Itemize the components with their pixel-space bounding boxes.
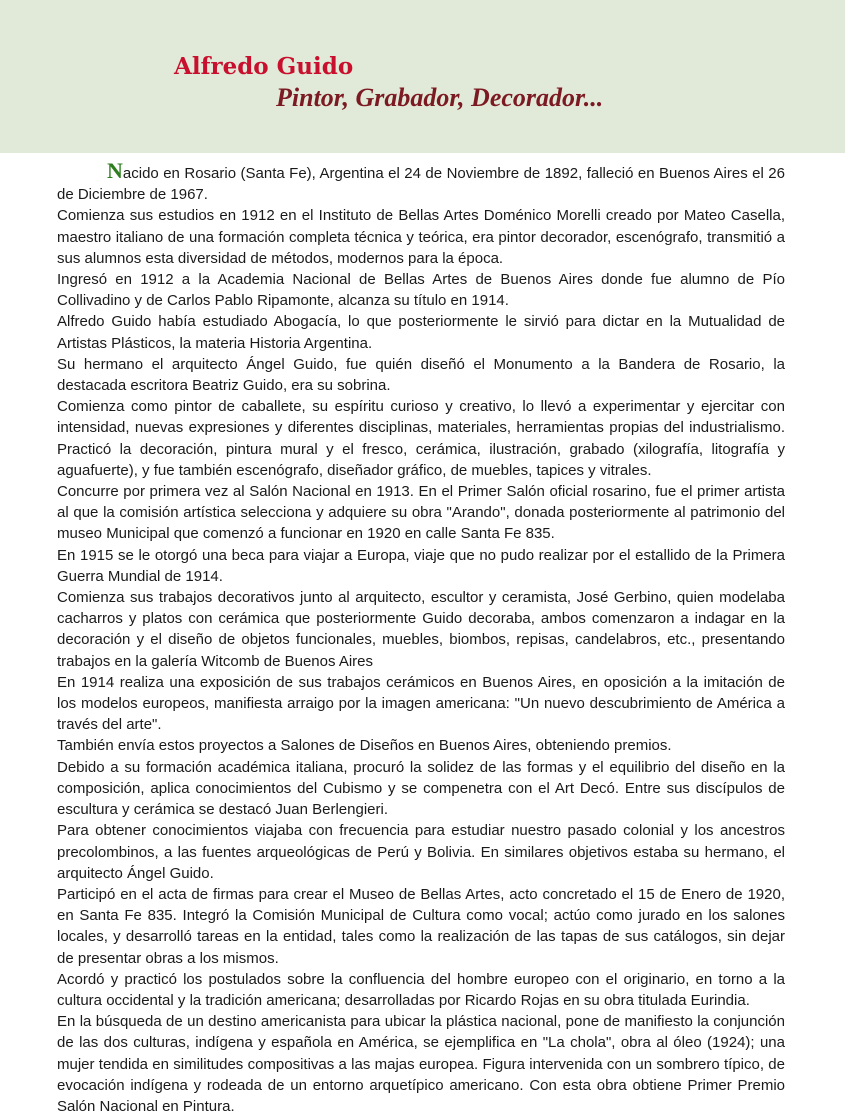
paragraph-intro: [57, 160, 785, 205]
paragraph: Comienza como pintor de caballete, su espíritu curioso y creativo, lo llevó a experimentar y ejercitar con intensidad, nuevas expresiones y diferentes disciplinas, materiales, herramientas propias del industrialismo. Practicó la decoración, pintura mural y el fresco, cerámica, ilustración, grabado (xilografía, litografía y aguafuerte), y fue también escenógrafo, diseñador gráfico, de muebles, tapices y vitrales.: [57, 398, 785, 479]
paragraph: Participó en el acta de firmas para crear el Museo de Bellas Artes, acto concretado el 15 de Enero de 1920, en Santa Fe 835. Integró la Comisión Municipal de Cultura como vocal; actúo como jurado en los salones locales, y desarrolló tareas en la entidad, tales como la realización de las tapas de sus catálogos, sin dejar de presentar obras a los mismos.: [57, 885, 785, 967]
paragraph: Comienza sus estudios en 1912 en el Instituto de Bellas Artes Doménico Morelli creado por Mateo Casella, maestro italiano de una formación completa técnica y teórica, era pintor decorador, escenógrafo, transmitió a sus alumnos esta diversidad de métodos, modernos para la época.: [57, 207, 785, 267]
paragraph: En 1914 realiza una exposición de sus trabajos cerámicos en Buenos Aires, en oposición a la imitación de los modelos europeos, manifiesta arraigo por la imagen americana: "Un nuevo descubrimiento de América a través del arte".: [57, 673, 785, 734]
paragraph: En la búsqueda de un destino americanista para ubicar la plástica nacional, pone de manifiesto la conjunción de las dos culturas, indígena y española en América, se ejemplifica en "La chola", obra al óleo (1924); una mujer tendida en similitudes compositivas a las majas europea. Figura intervenida con un sombrero típico, de evocación indígena y rodeada de un entorno arquetípico americano. Con esta obra obtiene Primer Premio Salón Nacional en Pintura.: [57, 1013, 785, 1115]
paragraph: Concurre por primera vez al Salón Nacional en 1913. En el Primer Salón oficial rosarino, fue el primer artista al que la comisión artística selecciona y adquiere su obra "Arando", donada posteriormente al patrimonio del museo Municipal que comenzó a funcionar en 1920 en calle Santa Fe 835.: [57, 483, 785, 543]
paragraph: Alfredo Guido había estudiado Abogacía, lo que posteriormente le sirvió para dictar en la Mutualidad de Artistas Plásticos, la materia Historia Argentina.: [57, 313, 785, 352]
header-banner: [0, 0, 845, 153]
drop-cap: N: [107, 158, 123, 183]
paragraph: Comienza sus trabajos decorativos junto al arquitecto, escultor y ceramista, José Gerbino, quien modelaba cacharros y platos con cerámica que posteriormente Guido decoraba, ambos comenzaron a indagar en la decoración y el diseño de objetos funcionales, muebles, biombos, repisas, candelabros, etc., presentando trabajos en la galería Witcomb de Buenos Aires: [57, 589, 785, 670]
paragraph: Ingresó en 1912 a la Academia Nacional de Bellas Artes de Buenos Aires donde fue alumno de Pío Collivadino y de Carlos Pablo Ripamonte, alcanza su título en 1914.: [57, 271, 785, 310]
paragraph: Su hermano el arquitecto Ángel Guido, fue quién diseñó el Monumento a la Bandera de Rosario, la destacada escritora Beatriz Guido, era su sobrina.: [57, 355, 785, 395]
paragraph: En 1915 se le otorgó una beca para viajar a Europa, viaje que no pudo realizar por el estallido de la Primera Guerra Mundial de 1914.: [57, 546, 785, 585]
page-title: Alfredo Guido: [174, 53, 354, 80]
paragraph: Acordó y practicó los postulados sobre la confluencia del hombre europeo con el originario, en torno a la cultura occidental y la tradición americana; desarrolladas por Ricardo Rojas en su obra titulada Eurindia.: [57, 970, 785, 1009]
paragraph: Para obtener conocimientos viajaba con frecuencia para estudiar nuestro pasado colonial y los ancestros precolombinos, a las fuentes arqueológicas de Perú y Bolivia. En similares objetivos estaba su hermano, el arquitecto Ángel Guido.: [57, 822, 785, 882]
paragraph: También envía estos proyectos a Salones de Diseños en Buenos Aires, obteniendo premios.: [57, 737, 672, 755]
paragraph: Debido a su formación académica italiana, procuró la solidez de las formas y el equilibrio del diseño en la composición, aplica conocimientos del Cubismo y se compenetra con el Art Decó. Entre sus discípulos de escultura y cerámica se destacó Juan Berlengieri.: [57, 758, 785, 819]
page-subtitle: Pintor, Grabador, Decorador...: [276, 83, 604, 112]
article-body: [57, 160, 785, 1117]
paragraph-intro-text: acido en Rosario (Santa Fe), Argentina el 24 de Noviembre de 1892, falleció en Buenos Aires el 26 de Diciembre de 1967.: [57, 165, 785, 204]
